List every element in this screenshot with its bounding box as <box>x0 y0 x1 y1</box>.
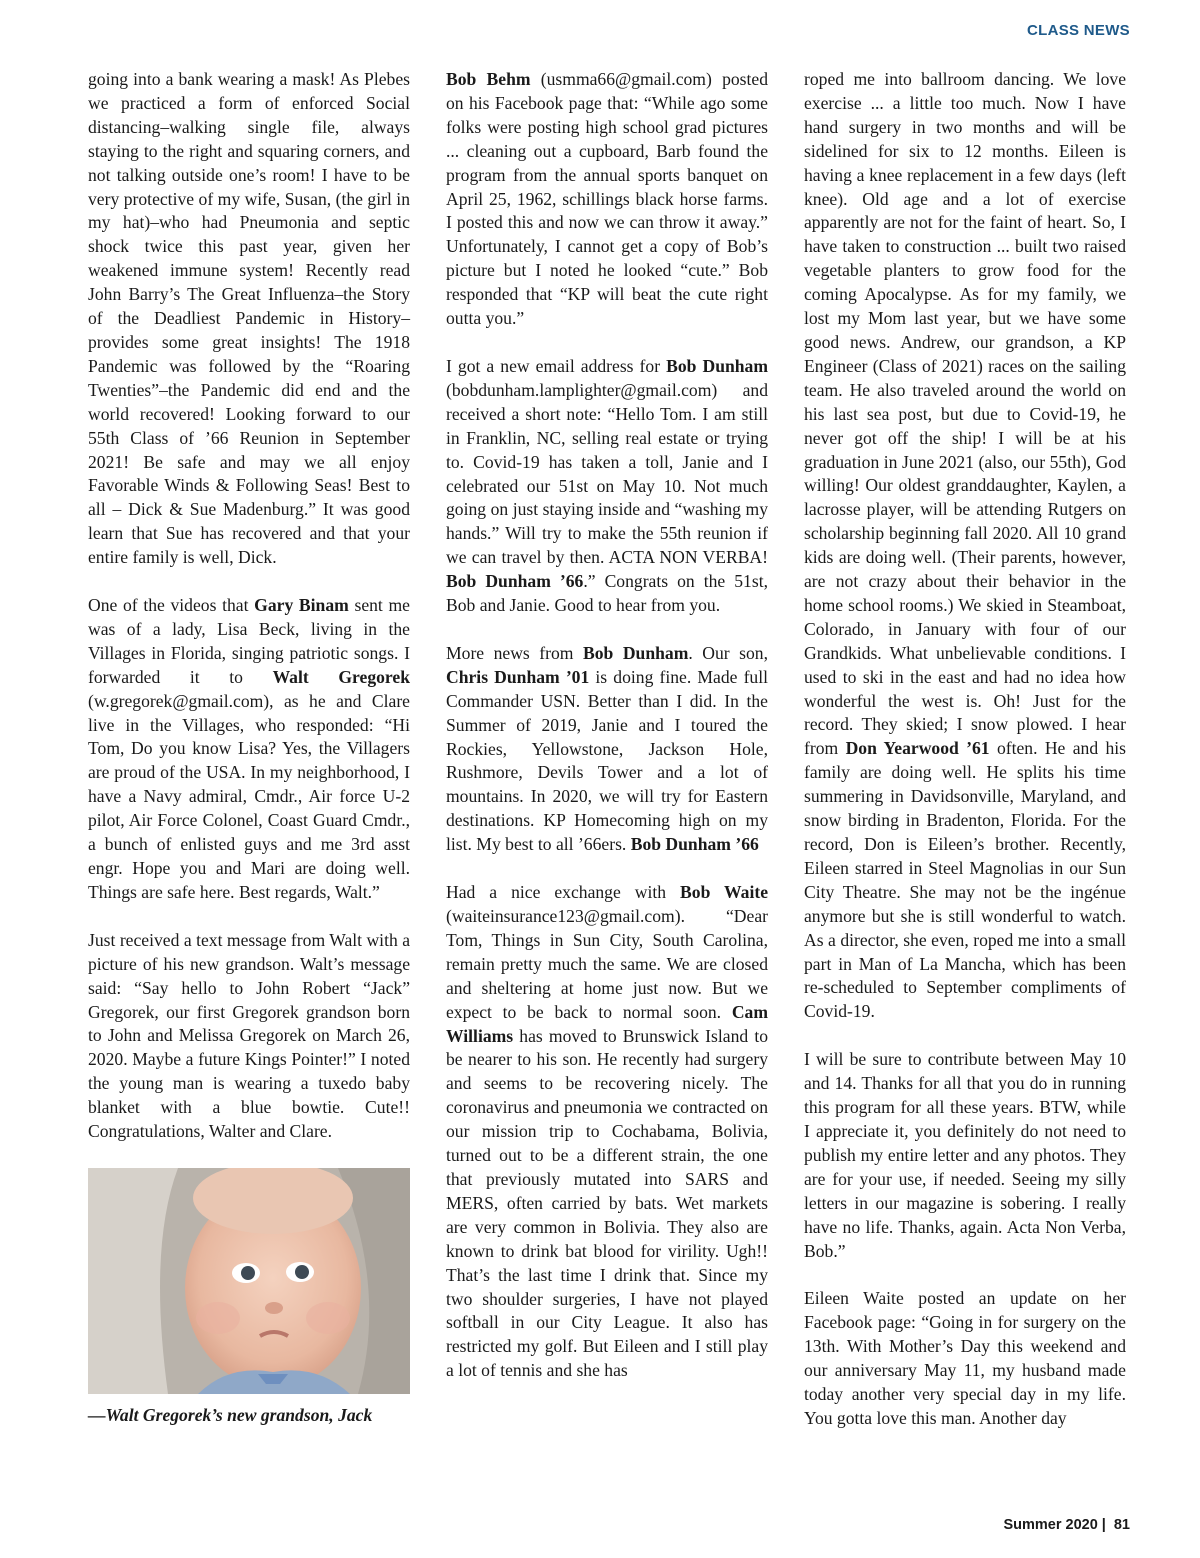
photo-caption: —Walt Gregorek’s new grandson, Jack <box>88 1404 373 1425</box>
name-bold: Cam Williams <box>446 1001 768 1046</box>
name-bold: Gary Binam <box>254 595 349 616</box>
page-number: 81 <box>1113 1517 1130 1533</box>
section-header: CLASS NEWS <box>1026 22 1130 39</box>
column-2 <box>446 68 768 1383</box>
name-bold: Bob Dunham ’66 <box>630 834 759 855</box>
name-bold: Bob Dunham <box>583 642 689 663</box>
paragraph: I got a new email address for Bob Dunham (bobdunham.lamplighter@gmail.com) and received a short note: “Hello Tom. I am still in Franklin, NC, selling real estate or trying to. Covid-19 has taken a toll, Janie and I celebrated our 51st on May 10. Not much going on just staying inside and “washing my hands.” Will try to make the 55th reunion if we can travel by then. ACTA NON VERBA! Bob Dunham ’66.” Congrats on the 51st, Bob and Janie. Good to hear from you. <box>446 355 768 616</box>
paragraph: I will be sure to contribute between May 10 and 14. Thanks for all that you do in running this program for all these years. BTW, while I appreciate it, you definitely do not need to publish my entire letter and any photos. They are for your use, if needed. Seeing my silly letters in our magazine is sobering. I really have no life. Thanks, again. Acta Non Verba, Bob.” <box>804 1049 1126 1261</box>
paragraph: One of the videos that Gary Binam sent me was of a lady, Lisa Beck, living in the Villages in Florida, singing patriotic songs. I forwarded it to Walt Gregorek (w.gregorek@gmail.com), as he and Clare live in the Villages, who responded: “Hi Tom, Do you know Lisa? Yes, the Villagers are proud of the USA. In my neighborhood, I have a Navy admiral, Cmdr., Air force U-2 pilot, Air Force Colonel, Coast Guard Cmdr., a bunch of enlisted guys and me 3rd asst engr. Hope you and Mari are doing well. Things are safe here. Best regards, Walt.” <box>88 595 410 902</box>
paragraph: going into a bank wearing a mask! As Plebes we practiced a form of enforced Social distancing–walking single file, always staying to the right and squaring corners, and not talking outside one’s room! I have to be very protective of my wife, Susan, (the girl in my hat)–who had Pneumonia and septic shock twice this past year, given her weakened immune system! Recently read John Barry’s The Great Influenza–the Story of the Deadliest Pandemic in History–provides some great insights! The 1918 Pandemic was followed by the “Roaring Twenties”–the Pandemic did end and the world recovered! Looking forward to our 55th Class of ’66 Reunion in September 2021! Be safe and may we all enjoy Favorable Winds & Following Seas! Best to all – Dick & Sue Madenburg.” It was good learn that Sue has recovered and that your entire family is well, Dick. <box>88 69 410 568</box>
footer-divider: | <box>1101 1517 1106 1533</box>
paragraph: Had a nice exchange with Bob Waite (waiteinsurance123@gmail.com). “Dear Tom, Things in Sun City, South Carolina, remain pretty much the same. We are closed and sheltering at home just now. But we expect to be back to normal soon. Cam Williams has moved to Brunswick Island to be nearer to his son. He recently had surgery and seems to be recovering nicely. The coronavirus and pneumonia we contracted on our mission trip to Cochabama, Bolivia, turned out to be a different strain, the one that previously mutated into SARS and MERS, often carried by bats. Wet markets are very common in Bolivia. They also are known to drink bat blood for virility. Ugh!! That’s the last time I drink that. Since my two shoulder surgeries, I have not played softball in our City League. It also has restricted my golf. But Eileen and I still play a lot of tennis and she has <box>446 882 769 1381</box>
paragraph: Just received a text message from Walt with a picture of his new grandson. Walt’s message said: “Say hello to John Robert “Jack” Gregorek, our first Gregorek grandson born to John and Melissa Gregorek on March 26, 2020. Maybe a future Kings Pointer!” I noted the young man is wearing a tuxedo baby blanket with a blue bowtie. Cute!! Congratulations, Walter and Clare. <box>88 929 410 1142</box>
baby-photo <box>88 1168 410 1394</box>
paragraph: More news from Bob Dunham. Our son, Chris Dunham ’01 is doing fine. Made full Commander USN. Better than I did. In the Summer of 2019, Janie and I toured the Rockies, Yellowstone, Jackson Hole, Rushmore, Devils Tower and a lot of mountains. In 2020, we will try for Eastern destinations. KP Homecoming high on my list. My best to all ’66ers. Bob Dunham ’66 <box>446 642 769 855</box>
name-bold: Don Yearwood ’61 <box>845 738 990 759</box>
page-footer <box>1003 1517 1130 1533</box>
column-1 <box>88 68 410 1426</box>
issue-label: Summer 2020 <box>1003 1517 1098 1533</box>
paragraph: Eileen Waite posted an update on her Facebook page: “Going in for surgery on the 13th. With Mother’s Day this weekend and our anniversary May 11, my husband made today another very special day in my life. You gotta love this man. Another day <box>804 1288 1126 1428</box>
paragraph: Bob Behm (usmma66@gmail.com) posted on his Facebook page that: “While ago some folks were posting high school grad pictures ... cleaning out a cupboard, Barb found the program from the annual sports banquet on April 25, 1962, schillings black horse farms. I posted this and now we can throw it away.” Unfortunately, I cannot get a copy of Bob’s picture but I noted he looked “cute.” Bob responded that “KP will beat the cute right outta you.” <box>446 69 769 329</box>
paragraph: roped me into ballroom dancing. We love exercise ... a little too much. Now I have hand surgery in two months and will be sidelined for six to 12 months. Eileen is having a knee replacement in a few days (left knee). Old age and a lot of exercise apparently are not for the faint of heart. So, I have taken to construction ... built two raised vegetable planters to grow food for the coming Apocalypse. As for my family, we lost my Mom last year, but we have some good news. Andrew, our grandson, a KP Engineer (Class of 2021) races on the sailing team. He also traveled around the world on his last sea post, but due to Covid-19, he never got off the ship! I will be at his graduation in June 2021 (also, our 55th), God willing! Our oldest granddaughter, Kaylen, a lacrosse player, will be attending Rutgers on scholarship beginning fall 2020. All 10 grand kids are doing well. (Their parents, however, are not crazy about their behavior in the home school rooms.) We skied in Steamboat, Colorado, in January with four of our Grandkids. What unbelievable conditions. I used to ski in the east and had no idea how wonderful the west is. Oh! Just for the record. They skied; I snow plowed. I hear from Don Yearwood ’61 often. He and his family are doing well. He splits his time summering in Davidsonville, Maryland, and snow birding in Bradenton, Florida. For the record, Don is Eileen’s brother. Recently, Eileen starred in Steel Magnolias in our Sun City Theatre. She may not be the ingénue anymore but she is still wonderful to watch. As a director, she even, roped me into a small part in Man of La Mancha, which has been re-scheduled to September compliments of Covid-19. <box>804 69 1127 1022</box>
name-bold: Walt Gregorek <box>272 666 410 687</box>
name-bold: Chris Dunham ’01 <box>446 666 590 687</box>
column-3 <box>804 68 1126 1431</box>
name-bold: Bob Waite <box>680 882 769 903</box>
name-bold: Bob Behm <box>446 69 531 89</box>
name-bold: Bob Dunham ’66 <box>446 571 584 592</box>
name-bold: Bob Dunham <box>666 355 768 376</box>
